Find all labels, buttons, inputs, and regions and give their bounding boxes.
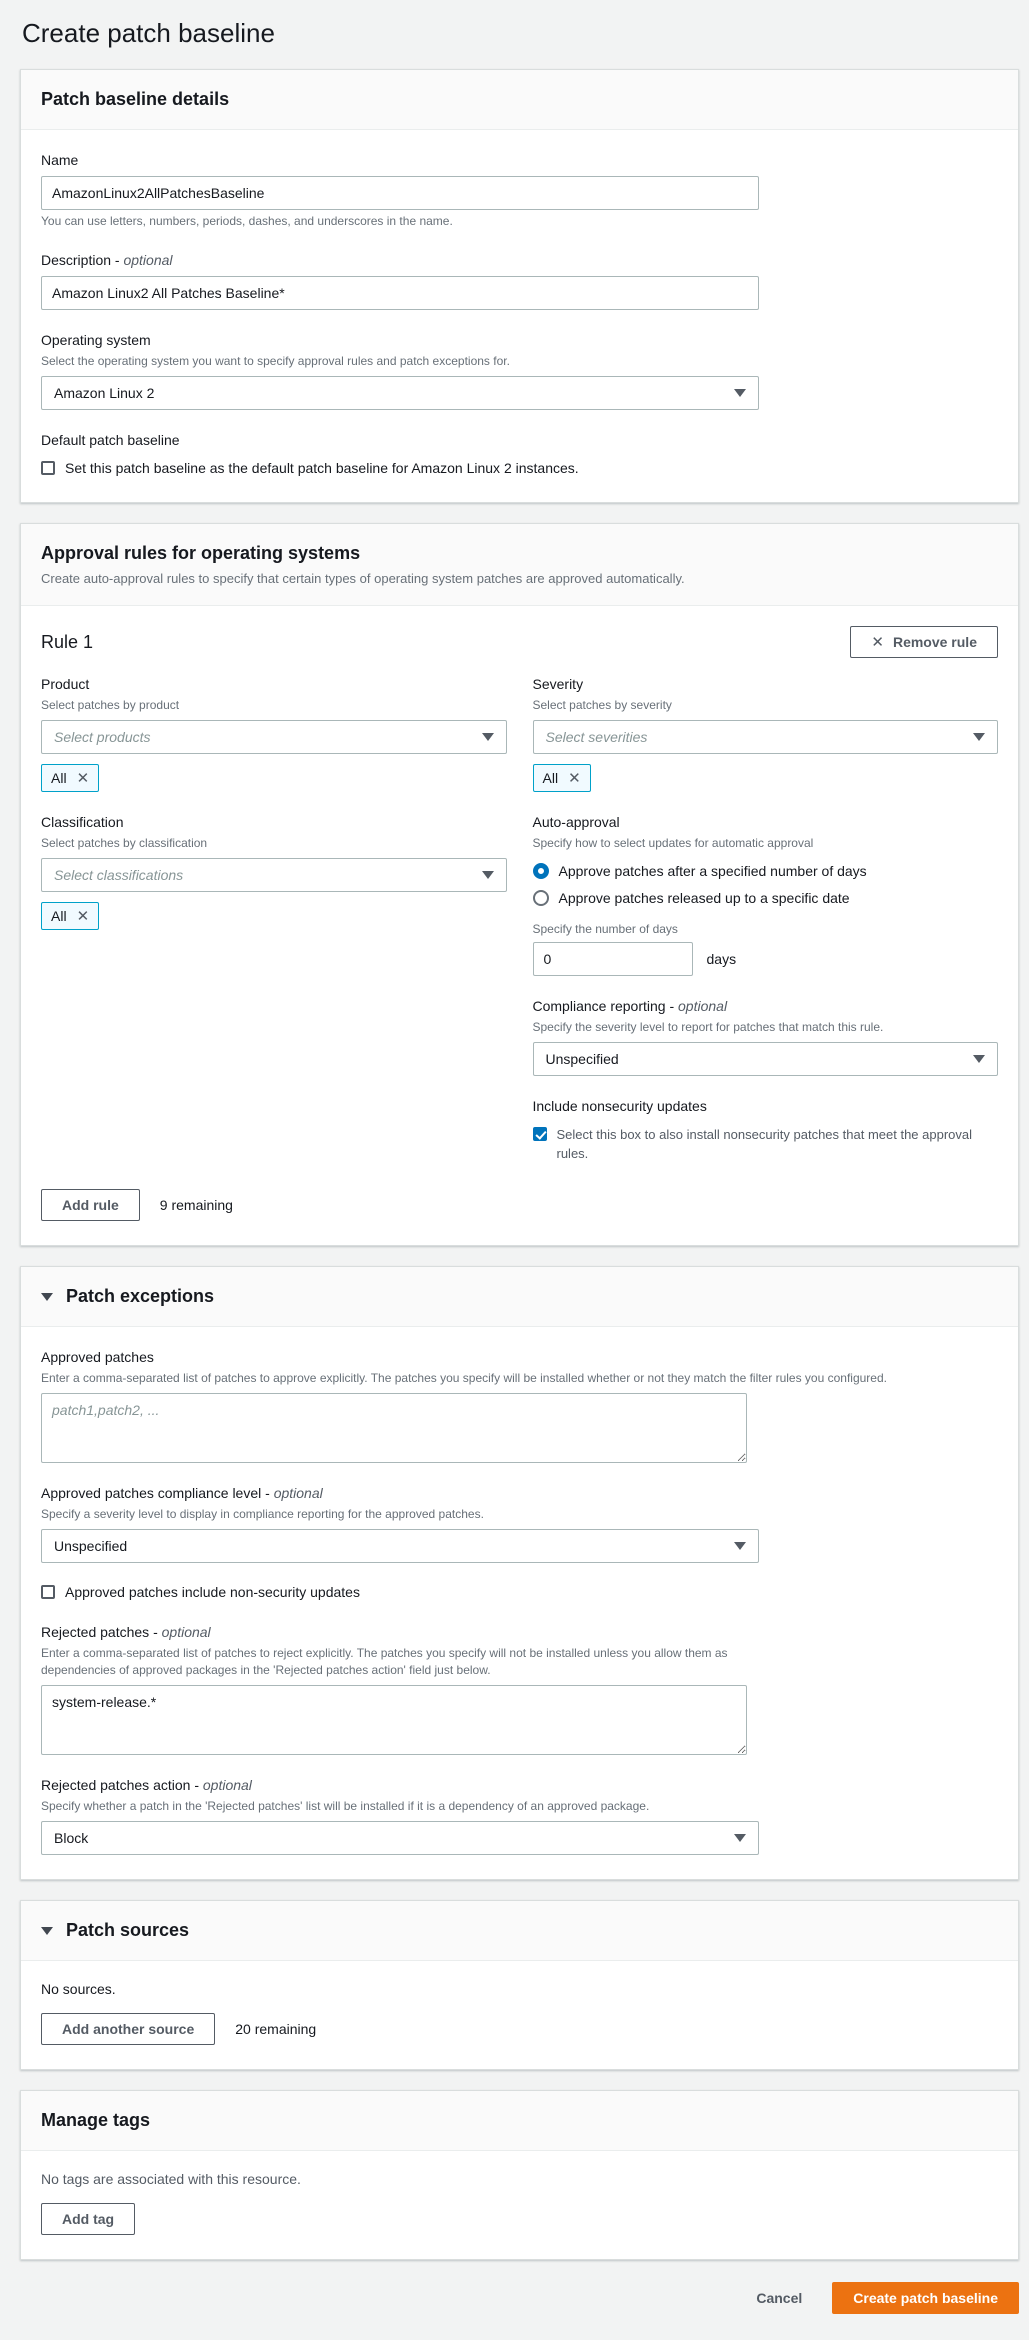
compliance-reporting-hint: Specify the severity level to report for patches that match this rule. [532,1020,884,1034]
add-tag-button[interactable]: Add tag [41,2203,135,2235]
select-placeholder: Select products [54,729,151,745]
default-baseline-label: Default patch baseline [41,432,180,448]
patch-baseline-details-card [20,69,1019,503]
description-label: Description - [41,252,124,268]
rule-right-column [533,674,999,1163]
rejected-action-hint: Specify whether a patch in the 'Rejected patches' list will be installed if it is a dependency of an approved package. [41,1799,650,1813]
classification-token [41,902,99,930]
default-baseline-field [41,430,998,478]
nonsecurity-checkbox[interactable] [533,1127,547,1141]
page-title: Create patch baseline [22,18,275,48]
section-title: Manage tags [41,2110,151,2130]
remove-token-icon[interactable]: ✕ [76,769,90,787]
patch-exceptions-card [20,1266,1019,1880]
section-title: Patch baseline details [41,89,230,109]
rejected-patches-textarea[interactable] [41,1685,747,1755]
selected-value: Unspecified [545,1051,619,1067]
dropdown-caret-icon [973,733,985,741]
section-title: Patch sources [66,1920,190,1940]
manage-tags-body [21,2151,1018,2259]
classification-hint: Select patches by classification [41,836,208,850]
classification-label: Classification [41,814,124,830]
auto-approval-hint: Specify how to select updates for automatic approval [532,836,814,850]
approved-nonsecurity-label: Approved patches include non-security updates [65,1584,360,1600]
form-actions [20,2280,1019,2314]
close-icon: ✕ [871,634,884,651]
approved-compliance-label: Approved patches compliance level - [41,1485,274,1501]
approved-patches-textarea[interactable] [41,1393,747,1463]
select-placeholder: Select classifications [54,867,184,883]
no-sources-text: No sources. [41,1981,116,1997]
product-token [41,764,99,792]
select-placeholder: Select severities [545,729,648,745]
approve-after-days-label: Approve patches after a specified number of days [558,863,867,879]
product-label: Product [41,676,90,692]
selected-value: Unspecified [54,1538,128,1554]
selected-value: Amazon Linux 2 [54,385,155,401]
auto-approval-label: Auto-approval [532,814,620,830]
approval-rules-header [21,524,1018,606]
compliance-reporting-field [533,996,999,1076]
dropdown-caret-icon [734,1834,746,1842]
classification-field [41,812,507,930]
rules-remaining-count: 9 remaining [159,1197,233,1213]
days-label: Specify the number of days [532,922,678,936]
name-field [41,150,998,230]
approved-patches-label: Approved patches [41,1349,154,1365]
section-title: Approval rules for operating systems [41,543,361,563]
patch-sources-header[interactable] [21,1901,1018,1961]
name-label: Name [41,152,79,168]
severity-token [533,764,591,792]
product-select[interactable] [41,720,507,754]
approved-compliance-field [41,1483,998,1563]
remove-rule-button[interactable]: ✕ Remove rule [850,626,998,658]
patch-exceptions-body [21,1327,1018,1879]
severity-label: Severity [532,676,584,692]
rejected-action-label: Rejected patches action - [41,1777,203,1793]
days-suffix: days [706,951,737,967]
remove-token-icon[interactable]: ✕ [568,769,581,787]
token-label: All [51,908,67,924]
rejected-action-field [41,1775,998,1855]
approved-compliance-hint: Specify a severity level to display in compliance reporting for the approved patches. [41,1507,484,1521]
name-hint: You can use letters, numbers, periods, dashes, and underscores in the name. [41,214,453,228]
severity-hint: Select patches by severity [532,698,672,712]
patch-exceptions-header[interactable] [21,1267,1018,1327]
operating-system-field [41,330,998,410]
optional-label: optional [202,1777,252,1793]
section-description: Create auto-approval rules to specify that certain types of operating system patches are approved automatically. [41,571,685,586]
patch-sources-body [21,1961,1018,2069]
days-input[interactable] [533,942,693,976]
rejected-patches-label: Rejected patches - [41,1624,162,1640]
approval-rules-card [20,523,1019,1246]
severity-select[interactable] [533,720,999,754]
rule-left-column [41,674,507,930]
nonsecurity-checkbox-label: Select this box to also install nonsecurity patches that meet the approval rules. [556,1127,973,1161]
rejected-patches-hint: Enter a comma-separated list of patches to reject explicitly. The patches you specify will not be installed unless you allow them as dependencies of approved packages in the 'Rejected patches action' field just below. [41,1646,728,1677]
cancel-button[interactable]: Cancel [756,2282,802,2314]
optional-label: optional [678,998,728,1014]
optional-label: optional [123,252,173,268]
dropdown-caret-icon [734,1542,746,1550]
dropdown-caret-icon [482,871,494,879]
collapse-caret-icon [41,1293,53,1301]
compliance-reporting-select[interactable] [533,1042,999,1076]
dropdown-caret-icon [734,389,746,397]
token-label: All [542,770,559,786]
nonsecurity-label: Include nonsecurity updates [532,1098,707,1114]
approved-patches-hint: Enter a comma-separated list of patches to approve explicitly. The patches you specify will be installed whether or not they match the filter rules you configured. [41,1371,887,1385]
patch-baseline-details-header [21,70,1018,130]
approved-patches-field [41,1347,998,1463]
section-title: Patch exceptions [66,1286,215,1306]
operating-system-label: Operating system [41,332,151,348]
approve-after-days-radio[interactable] [533,863,549,879]
auto-approval-field [533,812,999,976]
rule-title: Rule 1 [41,631,94,652]
description-input[interactable] [41,276,759,310]
manage-tags-card [20,2090,1019,2260]
product-field [41,674,507,792]
optional-label: optional [161,1624,211,1640]
create-patch-baseline-button[interactable]: Create patch baseline [832,2282,1019,2314]
approval-rules-body [21,606,1018,1245]
add-another-source-button[interactable]: Add another source [41,2013,215,2045]
approved-compliance-select[interactable] [41,1529,759,1563]
remove-token-icon[interactable]: ✕ [76,907,90,925]
rejected-action-select[interactable] [41,1821,759,1855]
optional-label: optional [273,1485,323,1501]
operating-system-hint: Select the operating system you want to specify approval rules and patch exceptions for. [41,354,510,368]
selected-value: Block [54,1830,89,1846]
add-rule-button[interactable]: Add rule [41,1189,140,1221]
approve-until-date-label: Approve patches released up to a specific date [558,890,850,906]
default-baseline-checkbox-label: Set this patch baseline as the default patch baseline for Amazon Linux 2 instances. [65,460,579,476]
default-baseline-checkbox[interactable] [41,461,55,475]
description-field [41,250,998,310]
product-hint: Select patches by product [41,698,180,712]
approved-nonsecurity-checkbox[interactable] [41,1585,55,1599]
severity-field [533,674,999,792]
patch-baseline-details-body [21,130,1018,502]
manage-tags-header [21,2091,1018,2151]
no-tags-text: No tags are associated with this resource. [41,2171,301,2187]
classification-select[interactable] [41,858,507,892]
approved-nonsecurity-field [41,1583,998,1602]
operating-system-select[interactable] [41,376,759,410]
nonsecurity-field [533,1096,999,1163]
collapse-caret-icon [41,1927,53,1935]
token-label: All [51,770,67,786]
patch-sources-card [20,1900,1019,2070]
name-input[interactable] [41,176,759,210]
compliance-reporting-label: Compliance reporting - [532,998,679,1014]
approve-until-date-radio[interactable] [533,890,549,906]
dropdown-caret-icon [482,733,494,741]
sources-remaining-count: 20 remaining [235,2021,317,2037]
rejected-patches-field [41,1622,998,1755]
dropdown-caret-icon [973,1055,985,1063]
